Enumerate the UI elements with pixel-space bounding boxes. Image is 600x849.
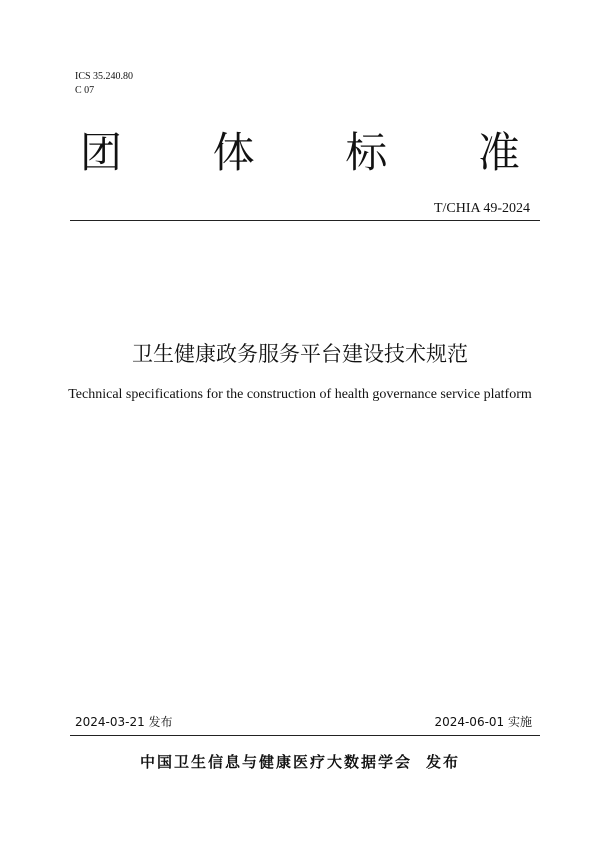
standard-type-heading (80, 128, 520, 178)
top-divider (70, 220, 540, 221)
ics-code: ICS 35.240.80 (75, 71, 134, 82)
publisher-line (0, 752, 600, 772)
publisher-organization: 中国卫生信息与健康医疗大数据学会 (139, 753, 412, 771)
chinese-title: 卫生健康政务服务平台建设技术规范 (132, 342, 468, 366)
ccs-code: C 07 (75, 85, 95, 96)
standard-type-char-3: 标 (345, 128, 388, 177)
english-title: Technical specifications for the construction of health governance service platform (68, 387, 532, 402)
standard-number: T/CHIA 49-2024 (433, 201, 530, 216)
standard-type-char-1: 团 (80, 128, 123, 177)
standard-type-char-4: 准 (477, 128, 520, 177)
publisher-action: 发布 (426, 753, 461, 771)
implementation-date: 2024-06-01 实施 (434, 715, 532, 729)
standard-type-char-2: 体 (212, 128, 255, 177)
issue-date: 2024-03-21 发布 (75, 715, 173, 729)
classification-block (75, 70, 133, 98)
bottom-divider (70, 735, 540, 736)
